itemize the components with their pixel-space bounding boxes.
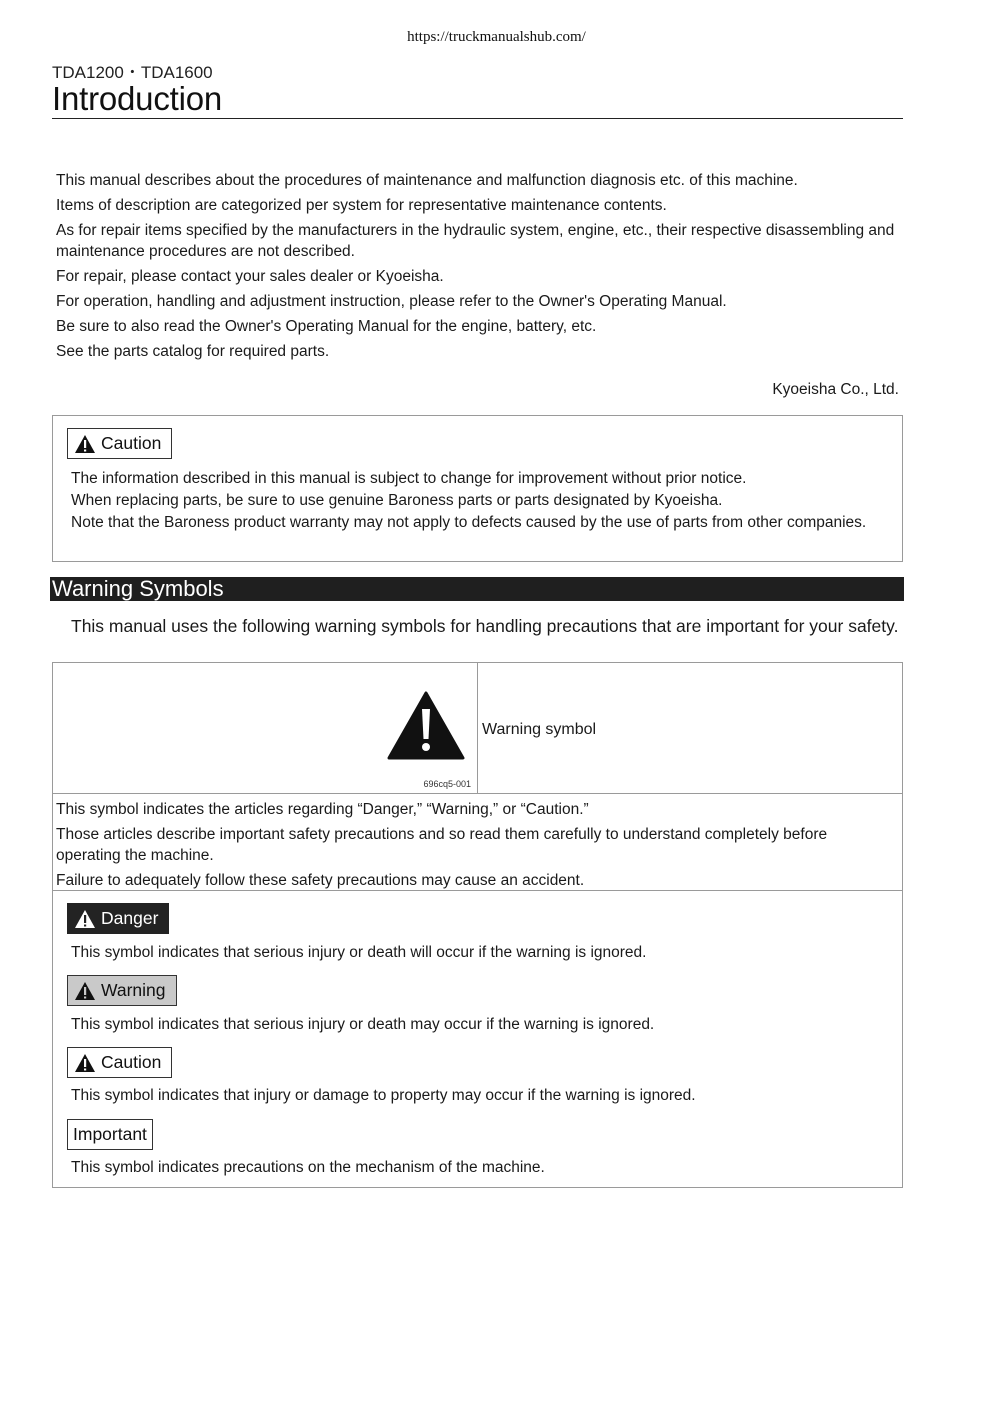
- warning-triangle-icon: [74, 981, 96, 1001]
- description-line: Failure to adequately follow these safety precautions may cause an accident.: [56, 872, 585, 889]
- warning-symbols-table: [52, 662, 903, 1188]
- caution-label: [67, 1047, 172, 1078]
- symbol-row: [53, 663, 902, 794]
- warning-description: This symbol indicates that serious injury or death may occur if the warning is ignored.: [71, 1016, 655, 1033]
- symbol-description-row: [53, 795, 902, 891]
- source-url[interactable]: https://truckmanualshub.com/: [407, 29, 586, 45]
- warning-label: [67, 975, 177, 1006]
- intro-paragraph: For operation, handling and adjustment instruction, please refer to the Owner's Operating Manual.: [56, 293, 727, 310]
- caution-description: This symbol indicates that injury or damage to property may occur if the warning is ignored.: [71, 1087, 696, 1104]
- company-name: Kyoeisha Co., Ltd.: [772, 381, 899, 398]
- caution-label-text: Caution: [101, 1052, 162, 1072]
- warning-symbol-icon: [387, 691, 465, 761]
- warning-triangle-icon: [74, 1053, 96, 1073]
- model-name: TDA1200・TDA1600: [52, 63, 213, 82]
- intro-text: [56, 170, 896, 366]
- warning-triangle-icon: [74, 434, 96, 454]
- page-title: Introduction: [52, 80, 223, 117]
- intro-paragraph: This manual describes about the procedures of maintenance and malfunction diagnosis etc. of this machine.: [56, 172, 798, 189]
- caution-line: Note that the Baroness product warranty may not apply to defects caused by the use of parts from other companies.: [71, 514, 867, 531]
- description-line: Those articles describe important safety precautions and so read them carefully to understand completely before operating the machine.: [56, 826, 828, 864]
- danger-label: [67, 903, 169, 934]
- title-divider: [52, 118, 903, 119]
- intro-paragraph: See the parts catalog for required parts.: [56, 343, 330, 360]
- warning-label-text: Warning: [101, 980, 166, 1000]
- intro-paragraph: Be sure to also read the Owner's Operating Manual for the engine, battery, etc.: [56, 318, 597, 335]
- signal-words-row: [53, 892, 902, 1188]
- caution-line: The information described in this manual is subject to change for improvement without prior notice.: [71, 470, 747, 487]
- important-label-text: Important: [73, 1124, 147, 1144]
- section-heading: Warning Symbols: [52, 576, 224, 601]
- danger-description: This symbol indicates that serious injury or death will occur if the warning is ignored.: [71, 944, 647, 961]
- intro-paragraph: As for repair items specified by the manufacturers in the hydraulic system, engine, etc., their respective disassembling and maintenance procedures are not described.: [56, 222, 895, 260]
- caution-line: When replacing parts, be sure to use genuine Baroness parts or parts designated by Kyoeisha.: [71, 492, 723, 509]
- warning-triangle-icon: [74, 909, 96, 929]
- section-intro: This manual uses the following warning symbols for handling precautions that are important for your safety.: [71, 616, 899, 636]
- caution-text: [71, 468, 871, 534]
- caution-label: [67, 428, 172, 459]
- danger-label-text: Danger: [101, 908, 159, 928]
- symbol-label: Warning symbol: [482, 721, 597, 738]
- caution-notice-box: [52, 415, 903, 562]
- caution-label-text: Caution: [101, 433, 162, 453]
- intro-paragraph: Items of description are categorized per system for representative maintenance contents.: [56, 197, 667, 214]
- description-line: This symbol indicates the articles regarding “Danger,” “Warning,” or “Caution.”: [56, 801, 589, 818]
- symbol-description: [56, 799, 896, 895]
- symbol-figure-cell: [53, 663, 478, 794]
- important-label: [67, 1119, 153, 1150]
- section-heading-bar: [50, 577, 904, 601]
- figure-id: 696cq5-001: [423, 779, 471, 789]
- important-description: This symbol indicates precautions on the mechanism of the machine.: [71, 1159, 545, 1176]
- intro-paragraph: For repair, please contact your sales dealer or Kyoeisha.: [56, 268, 444, 285]
